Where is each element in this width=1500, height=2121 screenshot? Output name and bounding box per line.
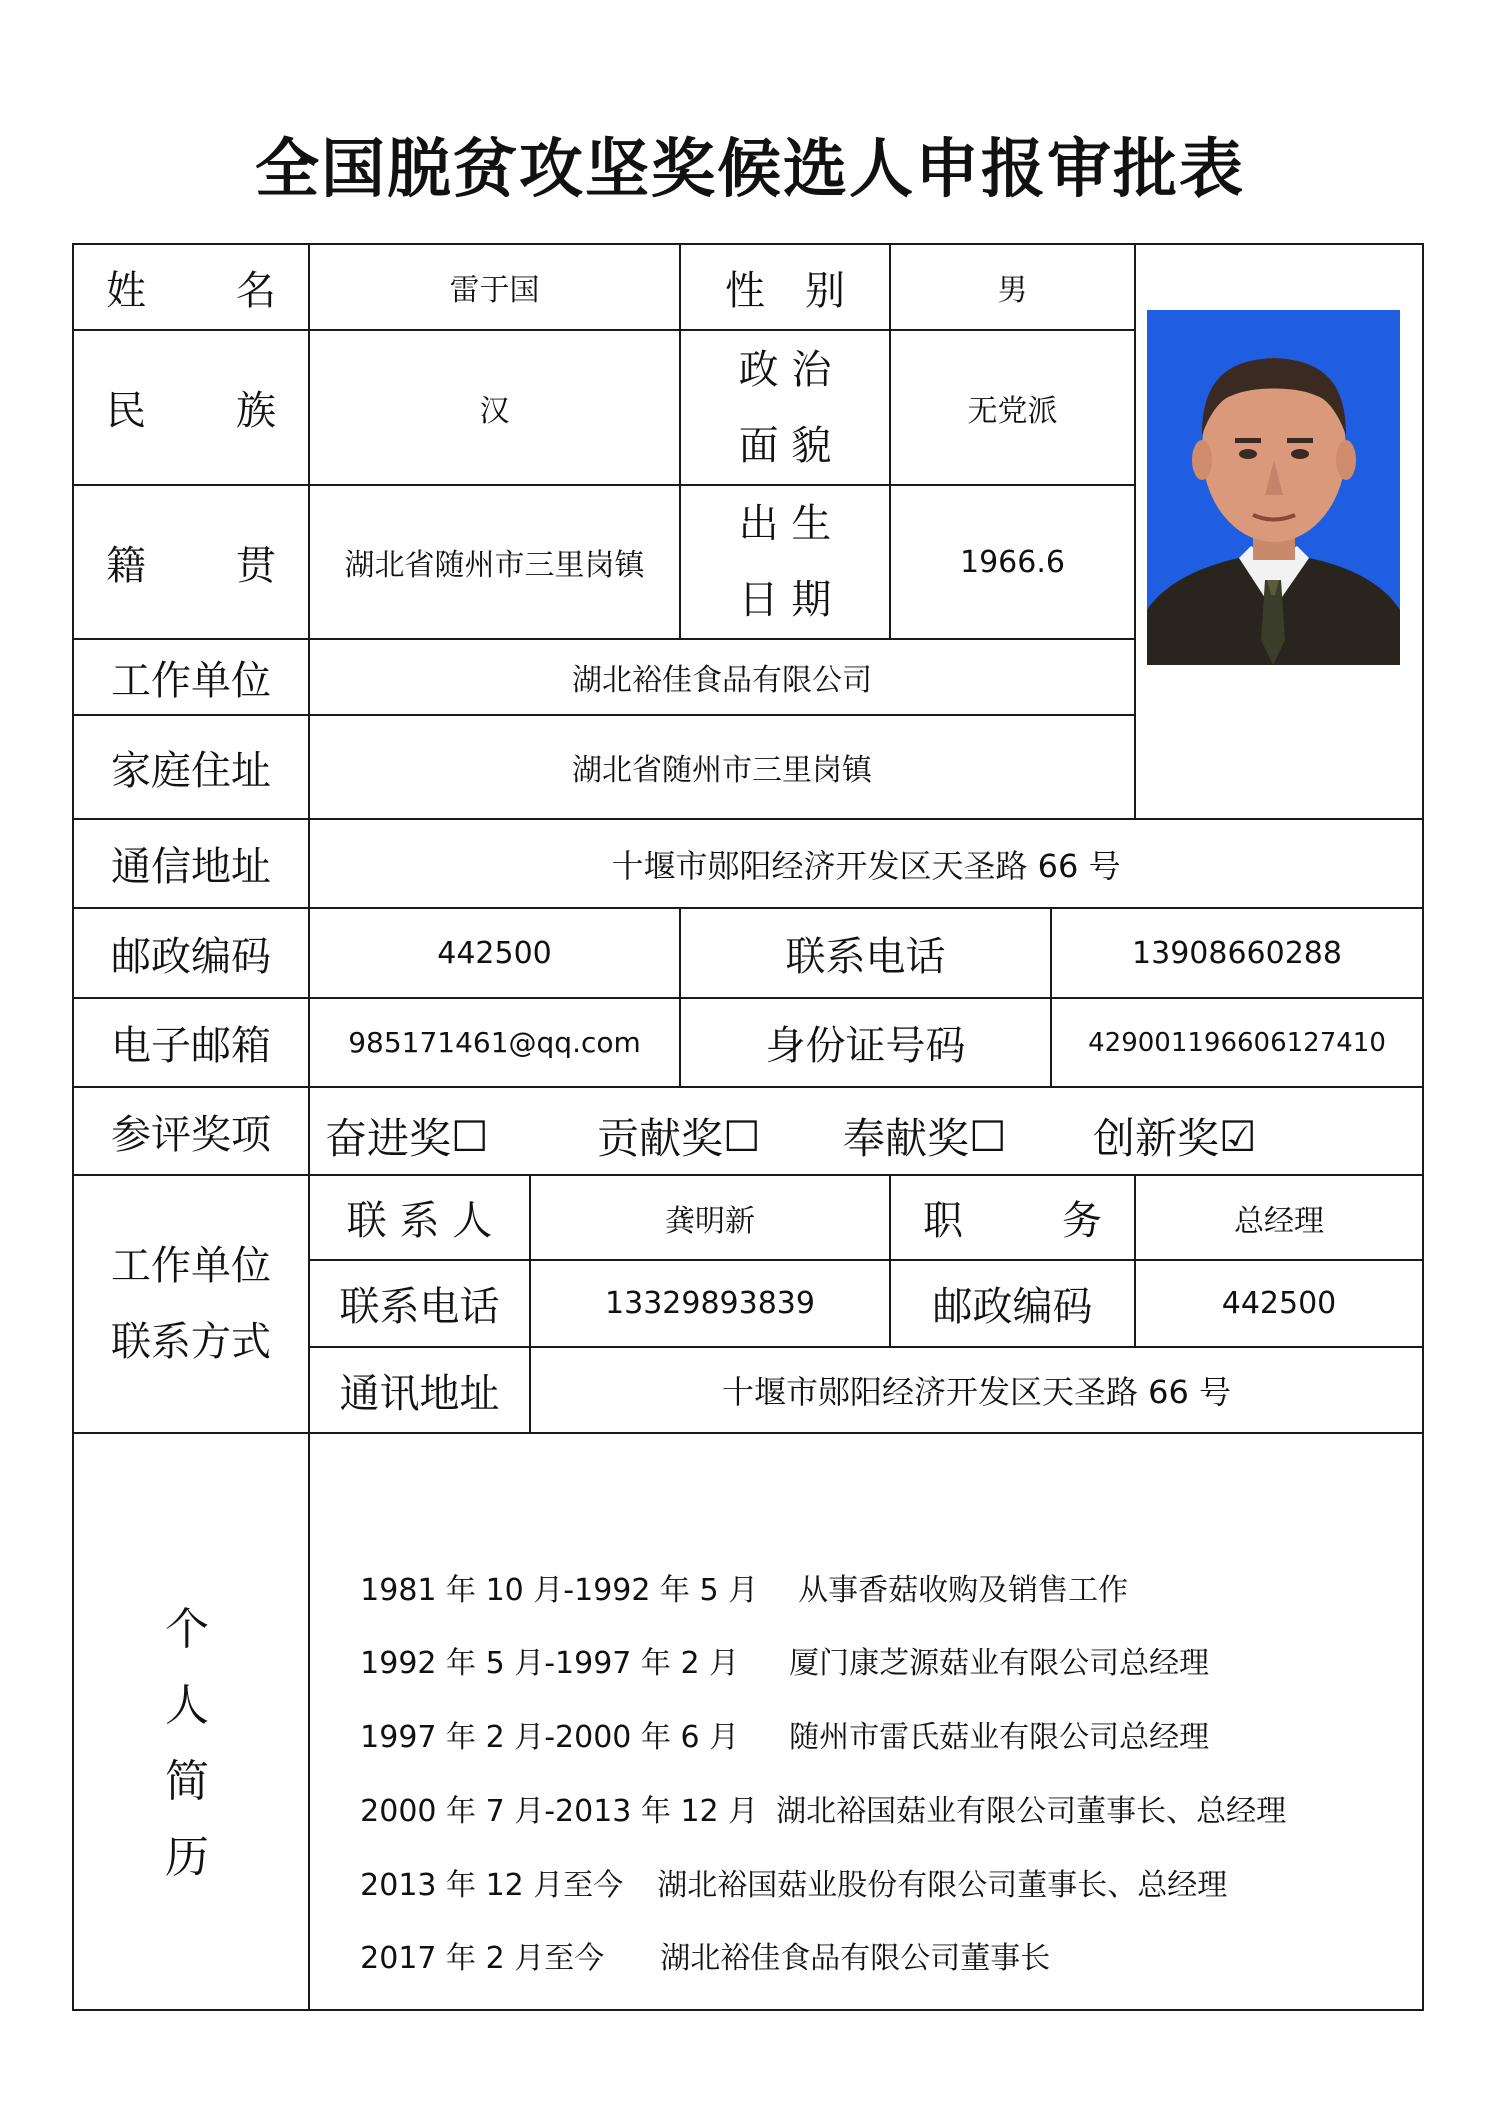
award-label-fengxian: 奉献奖 xyxy=(843,1114,970,1163)
award-category-label: 参评奖项 xyxy=(111,1111,271,1158)
bio-label-char4: 历 xyxy=(165,1832,209,1883)
native-place-label-b: 贯 xyxy=(236,542,276,589)
checkbox-chuangxin[interactable]: ☑ xyxy=(1219,1111,1257,1161)
award-option-gongxian[interactable] xyxy=(597,1103,761,1169)
award-option-fengxian[interactable] xyxy=(843,1103,1007,1169)
checkbox-fengxian[interactable]: ☐ xyxy=(969,1111,1007,1161)
position-label-b: 务 xyxy=(1062,1198,1102,1244)
birth-date-label-line1: 出 生 xyxy=(738,501,832,547)
unit-contact-label xyxy=(74,1176,308,1432)
unit-contact-label-line2: 联系方式 xyxy=(111,1319,271,1365)
checkbox-fenjin[interactable]: ☐ xyxy=(451,1111,489,1161)
name-label-a: 姓 xyxy=(106,267,146,314)
bio-description: 厦门康芝源菇业有限公司总经理 xyxy=(789,1646,1210,1681)
contact-person-value: 龚明新 xyxy=(665,1203,755,1239)
political-label-line1: 政 治 xyxy=(738,346,832,393)
award-label-fenjin: 奋进奖 xyxy=(325,1114,452,1163)
home-address-value: 湖北省随州市三里岗镇 xyxy=(572,753,872,788)
award-option-fenjin[interactable] xyxy=(325,1103,489,1169)
applicant-photo xyxy=(1147,310,1400,665)
contact-postal-label: 邮政编码 xyxy=(932,1284,1093,1330)
postal-code-value: 442500 xyxy=(437,935,552,971)
ethnicity-label-b: 族 xyxy=(236,388,276,434)
contact-address-label: 通讯地址 xyxy=(339,1370,500,1417)
ethnicity-label xyxy=(74,331,308,484)
contact-phone-value: 13329893839 xyxy=(605,1286,815,1321)
bio-description: 湖北裕国菇业有限公司董事长、总经理 xyxy=(776,1794,1287,1829)
name-label-b: 名 xyxy=(236,267,276,314)
rule xyxy=(72,1432,1424,1434)
name-label xyxy=(74,245,308,329)
position-label-a: 职 xyxy=(923,1198,963,1244)
form-title: 全国脱贫攻坚奖候选人申报审批表 xyxy=(255,132,1245,207)
ethnicity-value: 汉 xyxy=(479,393,510,429)
mail-address-label: 通信地址 xyxy=(111,844,271,890)
native-place-label xyxy=(74,486,308,638)
position-label xyxy=(891,1176,1134,1259)
rule xyxy=(1422,243,1424,2011)
mail-address-value: 十堰市郧阳经济开发区天圣路 66 号 xyxy=(611,846,1121,885)
bio-period: 2017 年 2 月至今 xyxy=(360,1941,605,1976)
bio-period: 2013 年 12 月至今 xyxy=(360,1868,624,1903)
gender-label xyxy=(681,245,889,329)
unit-contact-label-line1: 工作单位 xyxy=(111,1243,271,1289)
bio-label xyxy=(72,1592,302,1896)
bio-description: 随州市雷氏菇业有限公司总经理 xyxy=(789,1720,1210,1755)
bio-period: 2000 年 7 月-2013 年 12 月 xyxy=(360,1794,759,1829)
bio-label-char2: 人 xyxy=(165,1680,209,1731)
political-label xyxy=(681,331,889,484)
ethnicity-label-a: 民 xyxy=(106,388,146,434)
home-address-label: 家庭住址 xyxy=(111,747,271,794)
id-number-label: 身份证号码 xyxy=(765,1023,966,1069)
postal-code-label: 邮政编码 xyxy=(111,933,271,980)
bio-label-char3: 简 xyxy=(165,1756,209,1807)
bio-period: 1997 年 2 月-2000 年 6 月 xyxy=(360,1720,740,1755)
contact-person-label: 联 系 人 xyxy=(346,1198,493,1244)
work-unit-value: 湖北裕佳食品有限公司 xyxy=(572,663,872,698)
contact-phone-label: 联系电话 xyxy=(339,1284,500,1330)
name-value: 雷于国 xyxy=(449,273,540,308)
bio-description: 湖北裕国菇业股份有限公司董事长、总经理 xyxy=(657,1868,1228,1903)
political-label-line2: 面 貌 xyxy=(738,422,832,469)
email-label: 电子邮箱 xyxy=(111,1023,271,1069)
bio-period: 1992 年 5 月-1997 年 2 月 xyxy=(360,1646,740,1681)
political-value: 无党派 xyxy=(967,393,1058,429)
bio-label-char1: 个 xyxy=(165,1604,209,1655)
award-label-chuangxin: 创新奖 xyxy=(1093,1114,1220,1163)
email-value: 985171461@qq.com xyxy=(348,1026,641,1059)
rule xyxy=(1134,243,1136,818)
native-place-value: 湖北省随州市三里岗镇 xyxy=(344,548,645,583)
birth-date-label xyxy=(681,486,889,638)
bio-description: 从事香菇收购及销售工作 xyxy=(798,1573,1129,1608)
work-unit-label: 工作单位 xyxy=(111,657,271,704)
position-value: 总经理 xyxy=(1234,1203,1324,1239)
bio-period: 1981 年 10 月-1992 年 5 月 xyxy=(360,1573,759,1608)
bio-description: 湖北裕佳食品有限公司董事长 xyxy=(660,1941,1051,1976)
phone-value: 13908660288 xyxy=(1132,935,1342,971)
phone-label: 联系电话 xyxy=(785,933,946,980)
id-number-value: 429001196606127410 xyxy=(1088,1027,1386,1058)
native-place-label-a: 籍 xyxy=(106,542,146,589)
birth-date-value: 1966.6 xyxy=(960,544,1065,580)
contact-address-value: 十堰市郧阳经济开发区天圣路 66 号 xyxy=(721,1373,1232,1411)
award-option-chuangxin[interactable] xyxy=(1093,1103,1257,1169)
birth-date-label-line2: 日 期 xyxy=(738,577,832,623)
checkbox-gongxian[interactable]: ☐ xyxy=(723,1111,761,1161)
gender-value: 男 xyxy=(997,273,1028,308)
award-label-gongxian: 贡献奖 xyxy=(597,1114,724,1163)
gender-label-b: 别 xyxy=(805,267,845,314)
gender-label-a: 性 xyxy=(725,267,765,314)
contact-postal-value: 442500 xyxy=(1221,1286,1337,1321)
bio-entry xyxy=(322,1905,1050,2013)
